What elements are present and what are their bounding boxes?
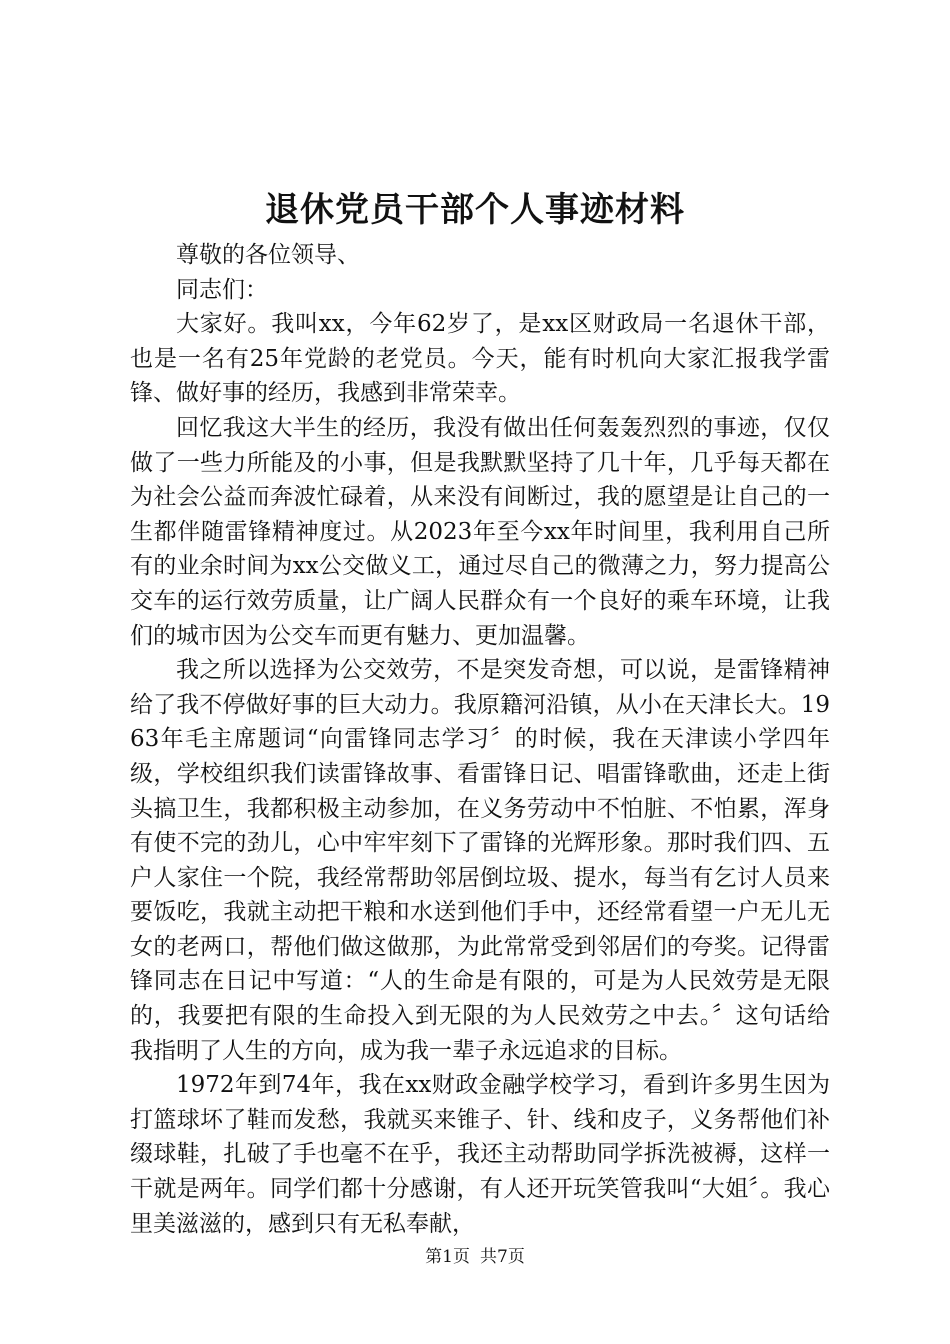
salutation-line: 同志们： — [176, 276, 268, 303]
body-paragraph: 大家好。我叫xx，今年62岁了，是xx区财政局一名退休干部，也是一名有25年党龄的老党员。今天，能有时机向大家汇报我学雷锋、做好事的经历，我感到非常荣幸。 — [130, 311, 830, 407]
page-footer — [0, 1245, 950, 1269]
salutation-line: 尊敬的各位领导、 — [176, 242, 360, 268]
page-number-total: 共7页 — [480, 1247, 525, 1267]
document-title: 退休党员干部个人事迹材料 — [265, 190, 685, 230]
body-paragraph: 回忆我这大半生的经历，我没有做出任何轰轰烈烈的事迹，仅仅做了一些力所能及的小事，但是我默默坚持了几十年，几乎每天都在为社会公益而奔波忙碌着，从来没有间断过，我的愿望是让自己的一生都伴随雷锋精神度过。从2023年至今xx年时间里，我利用自己所有的业余时间为xx公交做义工，通过尽自己的微薄之力，努力提高公交车的运行效劳质量，让广阔人民群众有一个良好的乘车环境，让我们的城市因为公交车而更有魅力、更加温馨。 — [130, 414, 830, 649]
body-paragraph: 1972年到74年，我在xx财政金融学校学习，看到许多男生因为打篮球坏了鞋而发愁，我就买来锥子、针、线和皮子，义务帮他们补缀球鞋，扎破了手也毫不在乎，我还主动帮助同学拆洗被褥，这样一干就是两年。同学们都十分感谢，有人还开玩笑管我叫“大姐〞。我心里美滋滋的，感到只有无私奉献， — [130, 1072, 830, 1237]
page-number-current: 第1页 — [425, 1247, 470, 1267]
body-paragraph: 我之所以选择为公交效劳，不是突发奇想，可以说，是雷锋精神给了我不停做好事的巨大动力。我原籍河沿镇，从小在天津长大。1963年毛主席题词“向雷锋同志学习〞的时候，我在天津读小学四年级，学校组织我们读雷锋故事、看雷锋日记、唱雷锋歌曲，还走上街头搞卫生，我都积极主动参加，在义务劳动中不怕脏、不怕累，浑身有使不完的劲儿，心中牢牢刻下了雷锋的光辉形象。那时我们四、五户人家住一个院，我经常帮助邻居倒垃圾、提水，每当有乞讨人员来要饭吃，我就主动把干粮和水送到他们手中，还经常看望一户无儿无女的老两口，帮他们做这做那，为此常常受到邻居们的夸奖。记得雷锋同志在日记中写道：“人的生命是有限的，可是为人民效劳是无限的，我要把有限的生命投入到无限的为人民效劳之中去。〞这句话给我指明了人生的方向，成为我一辈子永远追求的目标。 — [130, 657, 830, 1064]
document-body — [130, 238, 830, 1241]
